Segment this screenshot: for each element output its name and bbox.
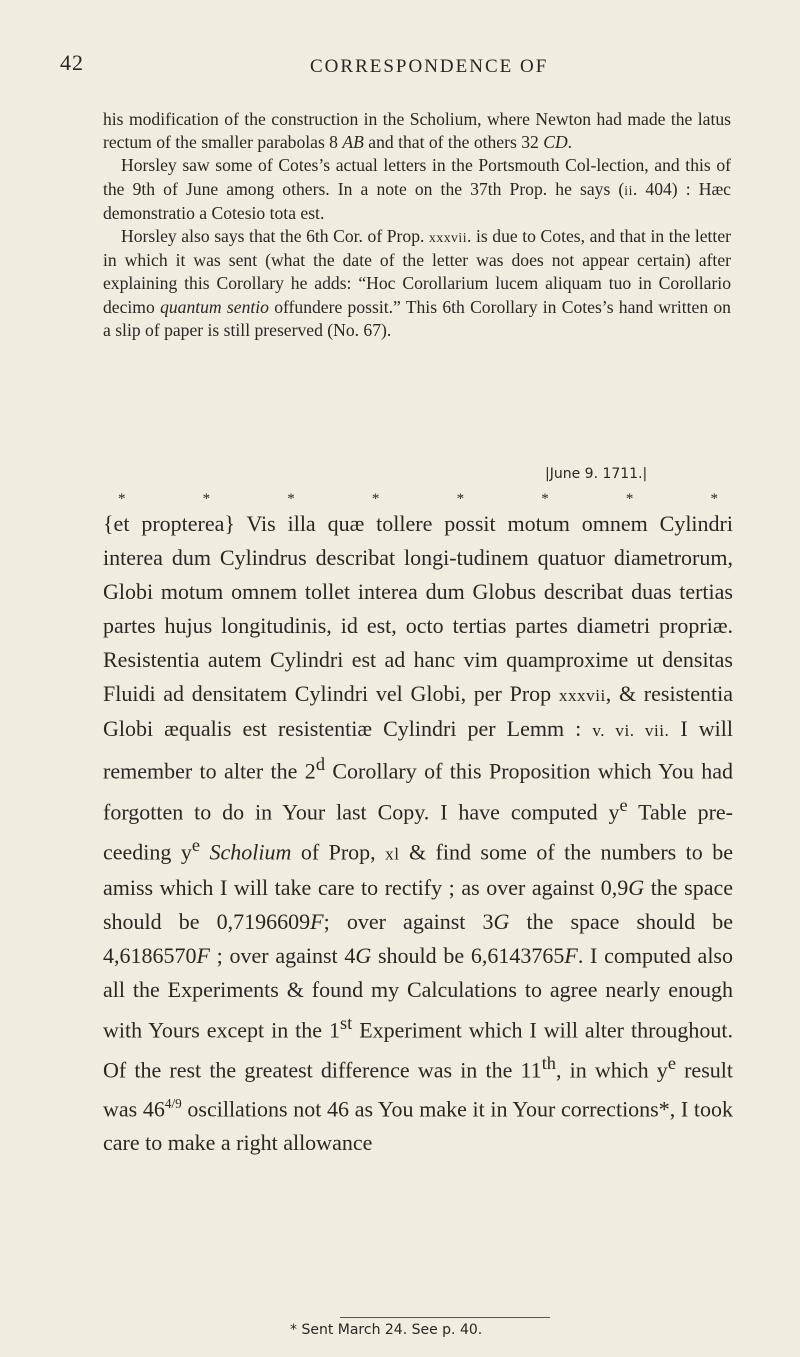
fraction: 4/9 — [164, 1096, 182, 1112]
running-head: CORRESPONDENCE OF — [310, 56, 549, 77]
star: * — [456, 491, 465, 507]
footnote-rule — [340, 1317, 550, 1318]
ellipsis-stars — [118, 491, 718, 508]
footnote: * Sent March 24. See p. 40. — [290, 1322, 483, 1338]
star: * — [625, 491, 634, 507]
intro-paragraph-3: Horsley also says that the 6th Cor. of Prop. xxxvii. is due to Cotes, and that in the letter in which it was sent (what the date of the letter was does not appear certain) after explaining this Corollary he adds: “Hoc Corollarium lucem aliquam tuo in Corollario decimo quantum sentio offundere possit.” This 6th Corollary in Cotes’s hand written on a slip of paper is still preserved (No. 67). — [103, 226, 731, 340]
star: * — [287, 491, 295, 507]
page-number: 42 — [60, 50, 84, 75]
intro-paragraph-1: his modification of the construction in the Scholium, where Newton had made the latus rectum of the smaller parabolas 8 AB and that of the others 32 CD. — [103, 109, 731, 153]
star: * — [371, 491, 380, 507]
letter-text — [103, 507, 733, 1160]
star: * — [541, 491, 549, 507]
star: * — [202, 491, 211, 507]
star: * — [710, 491, 718, 507]
intro-paragraph-2: Horsley saw some of Cotes’s actual letters in the Portsmouth Col-lection, and this of the 9th of June among others. In a note on the 37th Prop. he says (ii. 404) : Hæc demonstratio a Cotesio tota est. — [103, 155, 731, 223]
editorial-intro — [103, 108, 731, 342]
letter-paragraph: {et propterea} Vis illa quæ tollere possit motum omnem Cylindri interea dum Cylindrus describat longi-tudinem quatuor diametrorum, Globi motum omnem tollet interea dum Globus describat duas tertias partes hujus longitudinis, id est, octo tertias partes diametri propriæ. Resistentia autem Cylindri est ad hanc vim quamproxime ut densitas Fluidi ad densitatem Cylindri vel Globi, per Prop xxxvii, & resistentia Globi æqualis est resistentiæ Cylindri per Lemm : v. vi. vii. I will remember to alter the 2$^d$ Corollary of this Proposition which You had forgotten to do in Your last Copy. I have computed $y^e$ Table pre-ceeding $y^e$ Scholium of Prop, xl & find some of the numbers to be amiss which I will take care to rectify ; as over against 0,9G the space should be 0,7196609F; over against 3G the space should be 4,6186570F ; over against 4G should be 6,6143765F. I computed also all the Experiments & found my Calculations to agree nearly enough with Yours except in the 1st Experiment which I will alter throughout. Of the rest the greatest difference was in the 11th, in which $y^e$ result was $46^{4/9}$ oscillations not 46 as You make it in Your corrections*, I took care to make a right allowance — [103, 511, 734, 1156]
star: * — [118, 491, 126, 507]
letter-dateline: |June 9. 1711.| — [545, 466, 648, 482]
